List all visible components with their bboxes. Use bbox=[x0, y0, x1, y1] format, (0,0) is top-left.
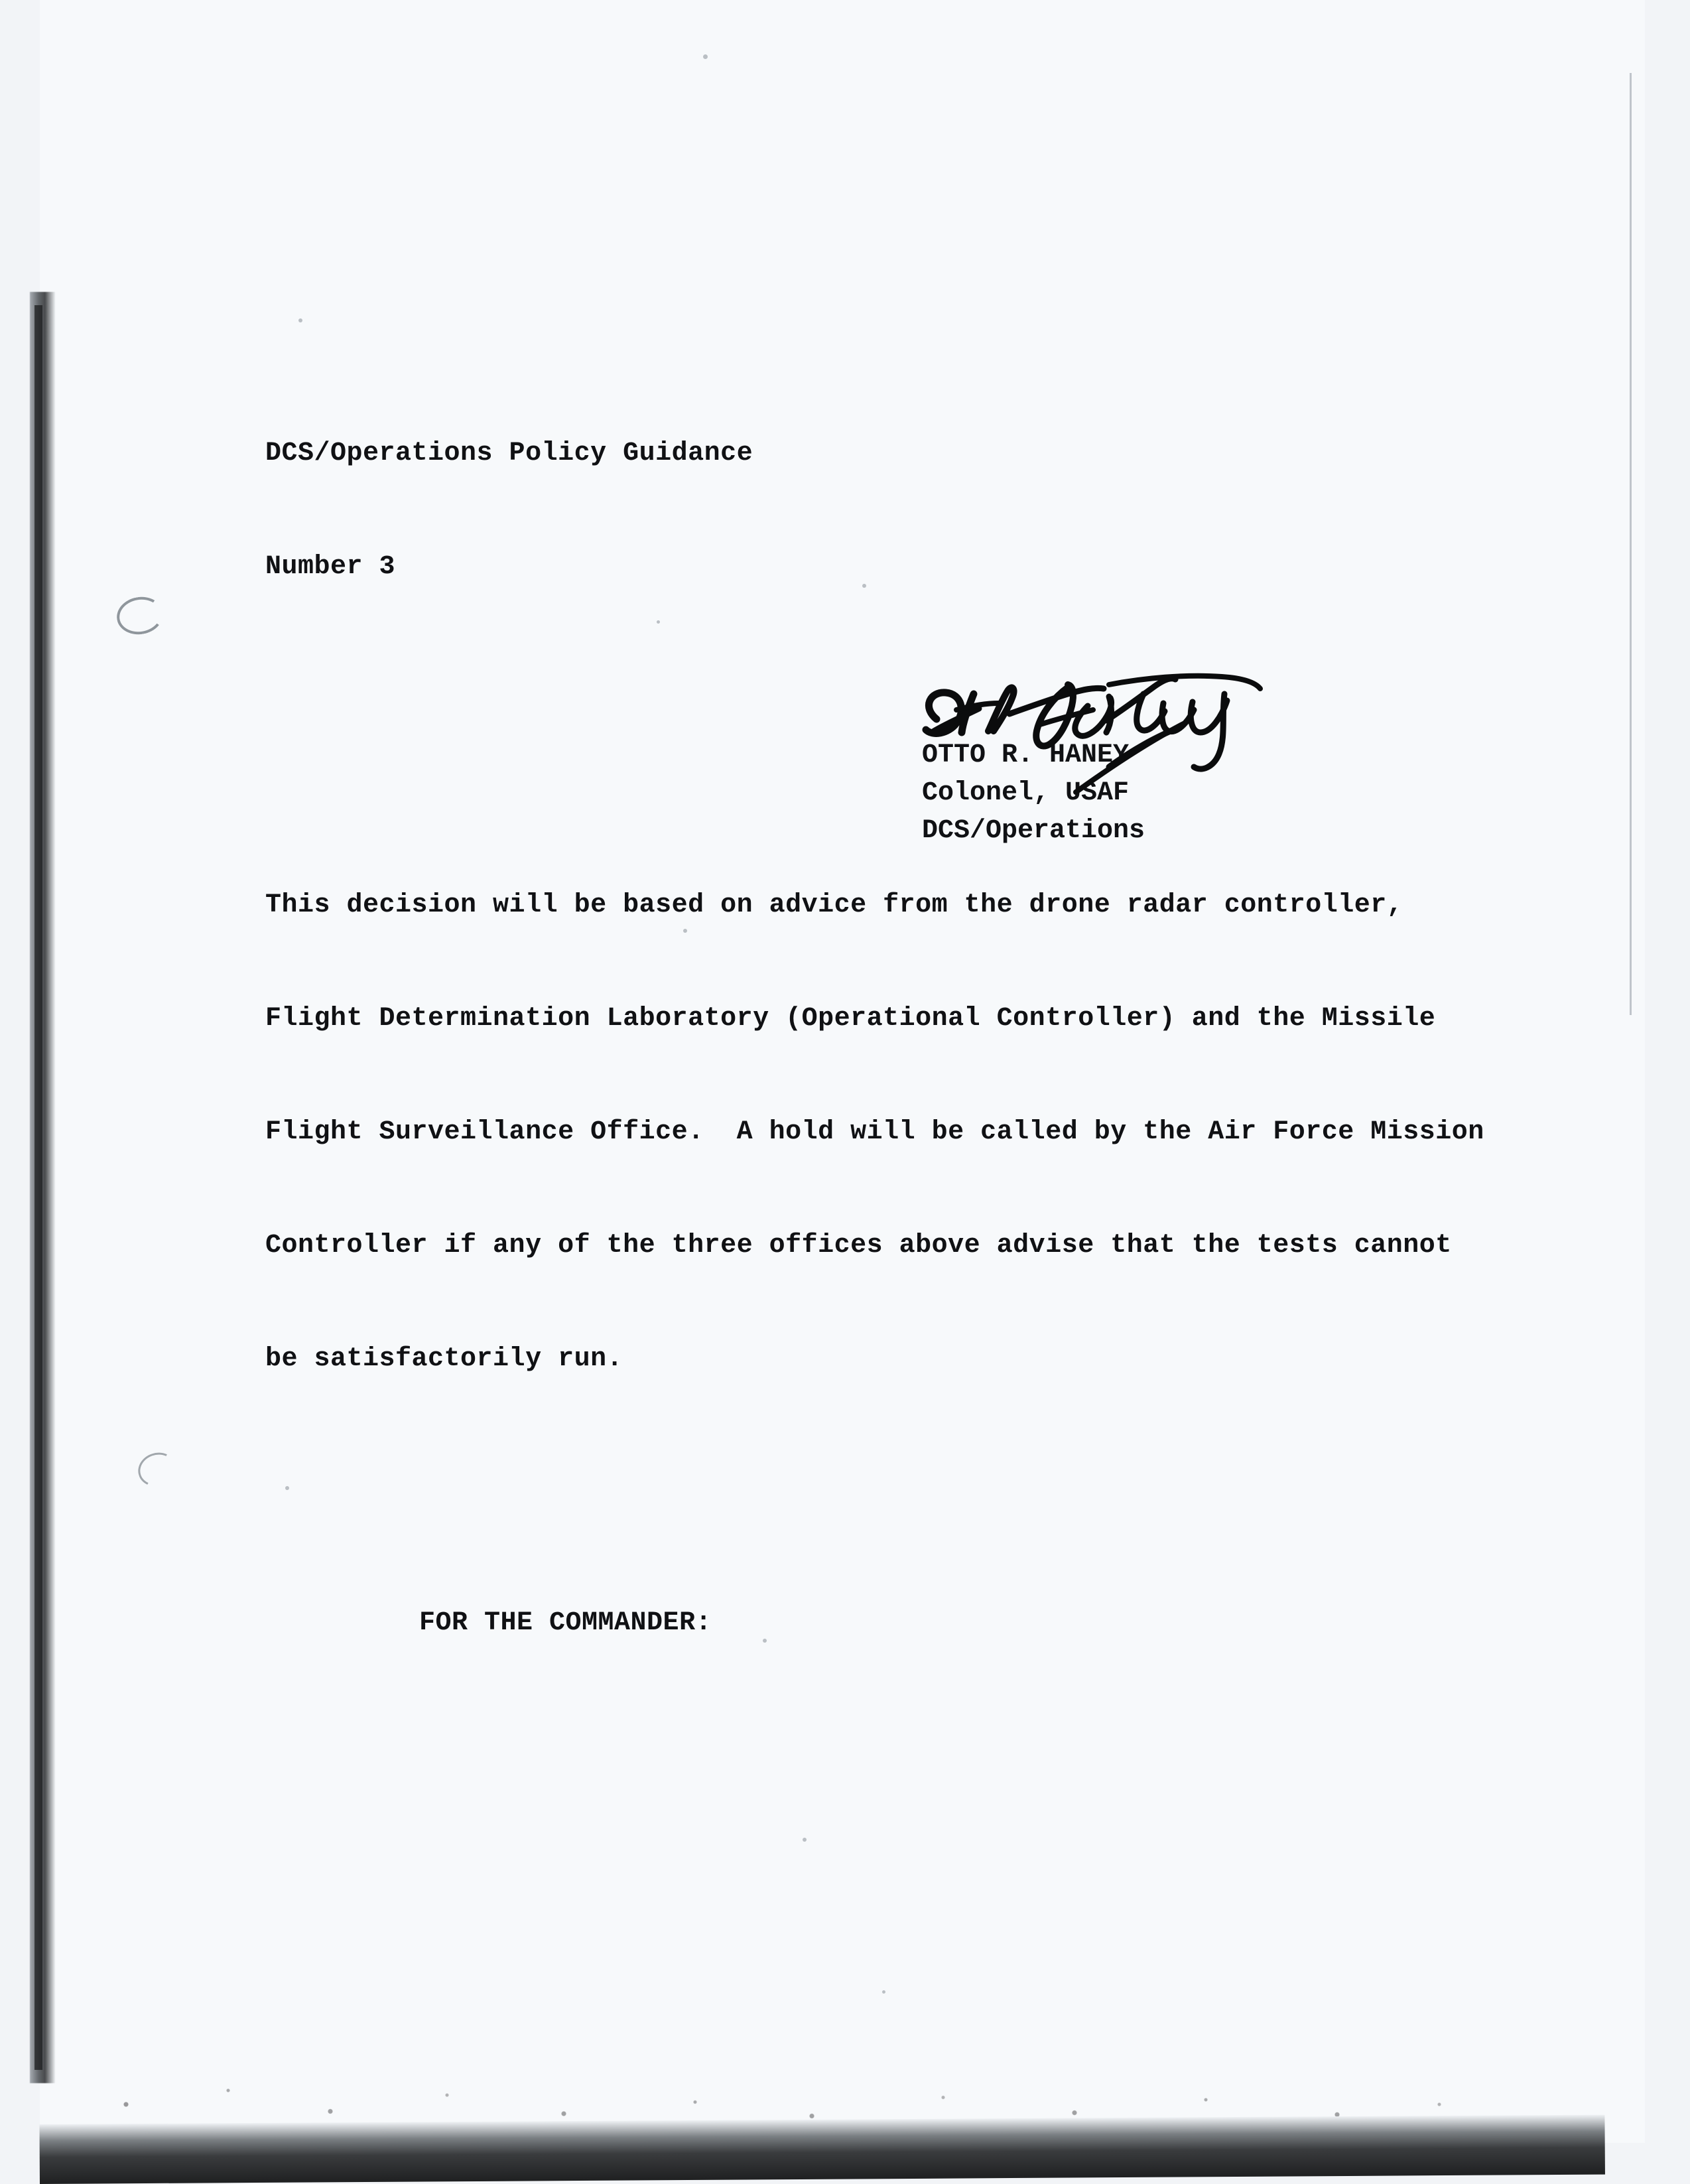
signer-rank: Colonel, USAF bbox=[922, 778, 1130, 808]
scan-bottom-edge-dark-band bbox=[39, 2115, 1605, 2184]
signature-block bbox=[922, 736, 1519, 850]
body-line-2: Flight Determination Laboratory (Operational Controller) and the Missile bbox=[265, 1004, 1436, 1034]
signer-office: DCS/Operations bbox=[922, 816, 1145, 846]
policy-guidance-title: DCS/Operations Policy Guidance bbox=[265, 439, 753, 468]
scan-speck bbox=[703, 54, 708, 59]
signer-name: OTTO R. HANEY bbox=[922, 740, 1130, 770]
scan-speck bbox=[803, 1838, 807, 1842]
policy-guidance-number: Number 3 bbox=[265, 552, 396, 582]
body-line-3: Flight Surveillance Office. A hold will be called by the Air Force Mission bbox=[265, 1117, 1484, 1147]
document-header bbox=[265, 359, 1526, 661]
scan-speck bbox=[882, 1990, 885, 1994]
closing-line: FOR THE COMMANDER: bbox=[419, 1608, 712, 1638]
scan-left-edge-shadow bbox=[30, 292, 55, 2083]
scan-right-edge-line bbox=[1630, 73, 1632, 1015]
scan-left-edge-dark-band bbox=[34, 305, 42, 2070]
body-paragraph bbox=[265, 811, 1526, 1454]
body-line-5: be satisfactorily run. bbox=[265, 1344, 623, 1374]
body-line-1: This decision will be based on advice from the drone radar controller, bbox=[265, 890, 1403, 920]
document-body bbox=[265, 245, 1526, 1718]
body-line-4: Controller if any of the three offices above advise that the tests cannot bbox=[265, 1231, 1452, 1261]
